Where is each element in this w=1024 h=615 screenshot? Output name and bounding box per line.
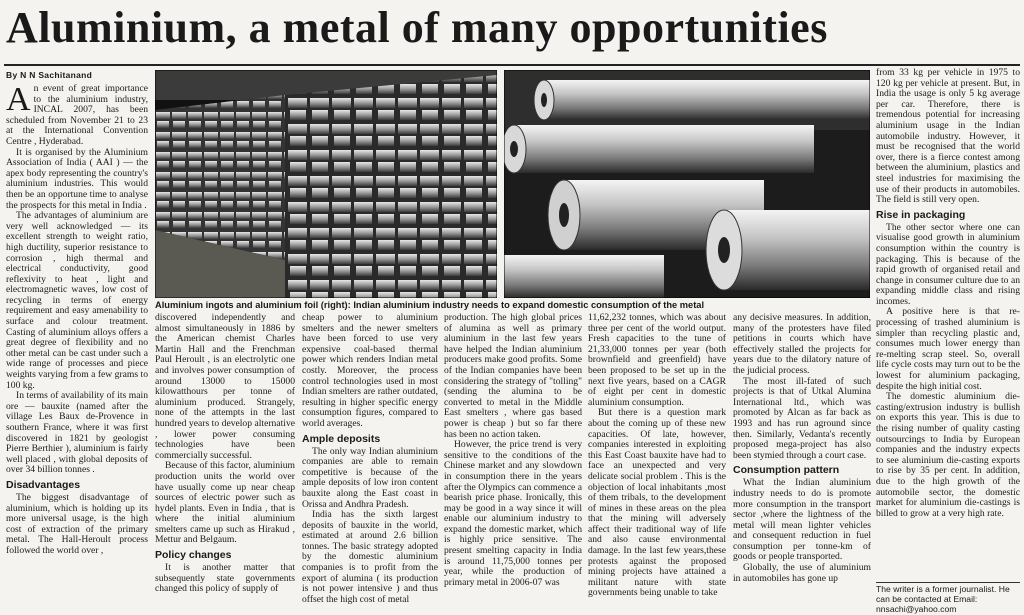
- subhead-policy-changes: Policy changes: [155, 549, 232, 562]
- foil-rolls-image: [504, 70, 870, 298]
- col1-paragraph-3: The advantages of aluminium are very well acknowledged — its excellent strength to weight ratio, high ductility, superior resistance to corrosion , high thermal and electrical conductivity, good reflexivity to heat , light and electromagnetic waves, low cost of recycling in terms of energy requirement and easy amenability to surface and colour treatment. Casting of aluminium alloys offers a great degree of flexibility and no other metal can be cast under such a wide range of processes and piece weights varying from a few grams to 100 kg.: [6, 210, 148, 391]
- column-1: [6, 84, 148, 615]
- col3-paragraph-1: cheap power to aluminium smelters and the newer smelters have been forced to use very expensive coal-based thermal power which renders Indian metal costly. Moreover, the process control technologies used in most Indian smelters are rather outdated, resulting in higher specific energy consumption figures, compared to world averages.: [302, 313, 438, 429]
- col1-paragraph-1: An event of great importance to the aluminium industry, INCAL 2007, has been scheduled from November 21 to 23 at the International Convention Centre , Hyderabad.: [6, 84, 148, 147]
- column-4: [444, 313, 582, 615]
- author-email: nnsachi@yahoo.com: [876, 604, 957, 614]
- col6-paragraph-1: any decisive measures. In addition, many of the protesters have filed petitions in courts which have effectively stalled the projects for years due to the dilatory nature of the judicial process.: [733, 313, 871, 376]
- col7-paragraph-2: The other sector where one can visualise good growth in aluminium consumption within the country is packaging. This is because of the rapid growth of organised retail and change in consumer culture due to an expanding middle class and rising incomes.: [876, 221, 1020, 307]
- photo-aluminium-foil: [504, 70, 870, 298]
- col5-paragraph-1: 11,62,232 tonnes, which was about three per cent of the world output. Fresh capacities to the tune of 21,33,000 tonnes per year (both brownfield and greenfield) have been proposed to be set up in the next five years, based on a CAGR of eight per cent in domestic aluminium consumption.: [588, 313, 726, 408]
- col2-paragraph-1: discovered independently and almost simultaneously in 1886 by the American chemist Charles Martin Hall and the Frenchman Paul Heroult , is an electrolytic one and involves power consumption of around 13000 to 15000 kilowatthours per tonne of aluminium produced. Strangely, none of the attempts in the last hundred years to develop alternative , lower power consuming technologies have been commercially successful.: [155, 313, 295, 461]
- photo-aluminium-ingots: [155, 70, 497, 298]
- col1-paragraph-2: It is organised by the Aluminium Association of India ( AAI ) — the apex body representing the country's aluminium industries. This would then be an opportune time to analyse the prospects for this metal in India .: [6, 146, 148, 211]
- headline-rule: [4, 64, 1020, 66]
- author-note: [876, 582, 1020, 614]
- column-3: [302, 313, 438, 615]
- col1-paragraph-5: The biggest disadvantage of aluminium, which is holding up its more universal usage, is the high cost of extraction of the primary metal. The Hall-Heroult process followed the world over ,: [6, 491, 148, 556]
- drop-cap: A: [6, 84, 31, 118]
- col7-paragraph-4: The domestic aluminium die-casting/extrusion industry is bullish on exports this year. This is due to the rising number of quality casting outsourcings to India by European companies and the industry expects to see aluminium die-casting exports to rise by 35 per cent. In addition, due to the high growth of the automobile sector, the domestic market for aluminium die-castings is billed to grow at a very high rate.: [876, 391, 1020, 519]
- col1-paragraph-4: In terms of availability of its main ore — bauxite (named after the village Les Baux de-Provence in southern France, where it was first discovered in 1821 by geologist Pierre Berthier ), aluminium is fairly well placed , with global deposits of over 34 billion tonnes .: [6, 390, 148, 476]
- column-5: [588, 313, 726, 615]
- subhead-rise-in-packaging: Rise in packaging: [876, 208, 966, 221]
- subhead-consumption-pattern: Consumption pattern: [733, 464, 840, 477]
- photo-caption: Aluminium ingots and aluminium foil (right): Indian aluminium industry needs to expand domestic consumption of the metal: [155, 300, 705, 310]
- subhead-disadvantages: Disadvantages: [6, 478, 81, 491]
- col2-paragraph-2: Because of this factor, aluminium production units the world over have usually come up near cheap sources of electric power such as hydel plants. Even in India , that is where the initial aluminium smelters came up such as Hirakud , Mettur and Belgaum.: [155, 460, 295, 546]
- col5-paragraph-2: But there is a question mark about the coming up of these new capacities. Of late, however, companies interested in exploiting this East Coast bauxite have had to face an unexpected and very delicate social problem . This is the objection of local inhabitants ,most of them tribals, to the development of mines in these areas on the plea that the mining will adversely affect their traditional way of life and also cause environmental damage. In the last few years,these protests against the proposed mining projects have attained a militant nature with state governments being unable to take: [588, 407, 726, 599]
- column-2: [155, 313, 295, 615]
- column-7: [876, 68, 1020, 580]
- col6-paragraph-2: The most ill-fated of such projects is that of Utkal Alumina International ltd., which was promoted by Alcan as far back as 1993 and has run aground since then. Similarly, Vedanta's recently proposed mega-project has also been stymied through a court case.: [733, 375, 871, 461]
- col7-paragraph-3: A positive here is that re-processing of trashed aluminium is simpler than recycling plastic and, consumes much lower energy than re-melting scrap steel. So, overall life cycle costs may turn out to be the lowest for aluminium packaging, despite the high initial cost.: [876, 306, 1020, 392]
- headline: Aluminium, a metal of many opportunities: [6, 3, 828, 52]
- col7-paragraph-1: from 33 kg per vehicle in 1975 to 120 kg per vehicle at present. But, in India the usage is only 5 kg average per car. Therefore, there is tremendous potential for increasing aluminium usage in the Indian automobile industry. However, it must be recognised that the world over, there is a fierce contest among between the aluminium, plastics and steel industries for maximising the use of their products in automobiles. The field is still very open.: [876, 68, 1020, 206]
- col4-paragraph-1: production. The high global prices of alumina as well as primary aluminium in the last few years have helped the Indian aluminium producers make good profits. Some of the Indian companies have been considering the strategy of "tolling" (sending the alumina to be converted to metal in the Middle East smelters , where gas based power is cheap ) but so far there has been no action taken.: [444, 313, 582, 440]
- col3-paragraph-2: The only way Indian aluminium companies are able to remain competitive is because of the ample deposits of low iron content bauxite along the East coast in Orissa and Andhra Pradesh.: [302, 445, 438, 510]
- column-6: [733, 313, 871, 615]
- byline: By N N Sachitanand: [6, 70, 93, 80]
- ingots-image: [155, 70, 497, 298]
- subhead-ample-deposits: Ample deposits: [302, 432, 381, 445]
- col2-paragraph-3: It is another matter that subsequently state governments changed this policy of supply of: [155, 562, 295, 595]
- col6-paragraph-4: Globally, the use of aluminium in automobiles has gone up: [733, 562, 871, 584]
- col4-paragraph-2: However, the price trend is very sensitive to the conditions of the Chinese market and any slowdown in consumption there in the years after the Olympics can commence a bearish price phase. Ironically, this may be good in a way since it will enable our aluminium industry to expand the domestic market, which is highly price sensitive. The present smelting capacity in India is around 11,75,000 tonnes per year, while the production of primary metal in 2006-07 was: [444, 439, 582, 588]
- col3-paragraph-3: India has the sixth largest deposits of bauxite in the world, estimated at around 2.6 billion tonnes. The basic strategy adopted by the domestic aluminium companies is to profit from the export of alumina ( its production is not power intensive ) and thus offset the high cost of metal: [302, 509, 438, 605]
- col6-paragraph-3: What the Indian aluminium industry needs to do is promote more consumption in the transport sector ,where the lightness of the metal will mean lighter vehicles and consequent reduction in fuel consumption per tonne-km of goods or people transported.: [733, 477, 871, 563]
- author-note-text: The writer is a former journalist. He can be contacted at Email:: [876, 584, 1010, 604]
